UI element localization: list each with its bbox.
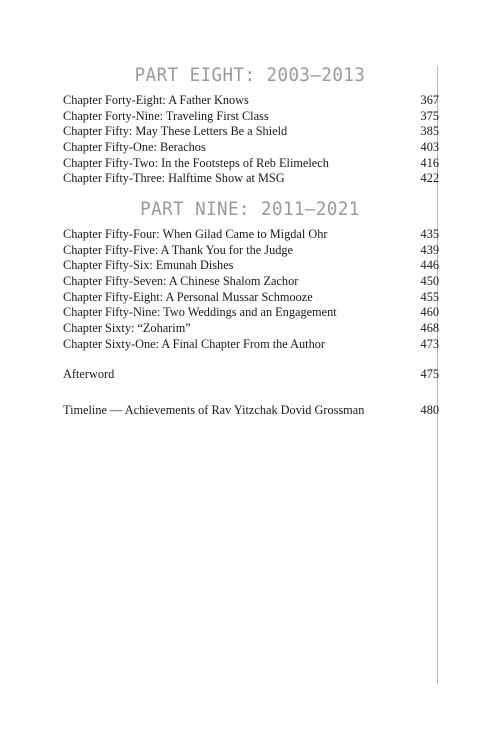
toc-entry[interactable] <box>63 227 439 243</box>
toc-entry-page: 468 <box>420 321 439 336</box>
toc-entry-page: 475 <box>420 367 439 381</box>
toc-entry[interactable] <box>63 124 439 140</box>
toc-entry-afterword[interactable] <box>63 366 439 382</box>
toc-entry-title: Chapter Fifty-Two: In the Footsteps of Reb Elimelech <box>63 155 329 170</box>
toc-entry[interactable] <box>63 337 439 353</box>
toc-entry-title: Chapter Fifty-One: Berachos <box>63 140 206 155</box>
toc-entry-page: 385 <box>420 124 439 139</box>
toc-entry-page: 367 <box>420 93 439 107</box>
toc-entry[interactable] <box>63 171 439 187</box>
toc-entry[interactable] <box>63 243 439 259</box>
toc-entry-page: 375 <box>420 108 439 123</box>
toc-entry[interactable] <box>63 156 439 172</box>
toc-entry[interactable] <box>63 274 439 290</box>
part-nine-list <box>63 227 439 353</box>
toc-entry[interactable] <box>63 109 439 125</box>
toc-entry-page: 435 <box>420 227 439 241</box>
toc-entry[interactable] <box>63 290 439 306</box>
toc-entry-title: Chapter Sixty: “Zoharim” <box>63 321 191 336</box>
toc-entry-title: Chapter Fifty-Three: Halftime Show at MSG <box>63 171 285 186</box>
toc-entry-title: Chapter Fifty: May These Letters Be a Shield <box>63 124 288 139</box>
toc-entry-title: Chapter Sixty-One: A Final Chapter From the Author <box>63 336 325 351</box>
toc-entry-title: Chapter Fifty-Nine: Two Weddings and an Engagement <box>63 305 337 320</box>
toc-entry-page: 460 <box>420 305 439 320</box>
toc-entry[interactable] <box>63 93 439 109</box>
part-eight-list <box>63 93 439 187</box>
toc-entry-title: Chapter Forty-Eight: A Father Knows <box>63 93 249 107</box>
toc-entry-page: 422 <box>420 171 439 186</box>
toc-entry-page: 473 <box>420 336 439 351</box>
toc-entry-page: 450 <box>420 274 439 289</box>
toc-entry[interactable] <box>63 305 439 321</box>
toc-entry-page: 439 <box>420 242 439 257</box>
toc-entry[interactable] <box>63 258 439 274</box>
toc-entry-title: Chapter Fifty-Eight: A Personal Mussar Schmooze <box>63 289 313 304</box>
toc-entry-title: Timeline — Achievements of Rav Yitzchak Dovid Grossman <box>63 403 365 417</box>
toc-entry-timeline[interactable] <box>63 402 439 418</box>
toc-entry-page: 403 <box>420 140 439 155</box>
toc-entry-title: Afterword <box>63 367 115 381</box>
toc-entry-title: Chapter Fifty-Four: When Gilad Came to Migdal Ohr <box>63 227 328 241</box>
toc-entry-page: 416 <box>420 155 439 170</box>
toc-entry-page: 480 <box>420 403 439 417</box>
toc-entry-page: 455 <box>420 289 439 304</box>
part-eight-heading: PART EIGHT: 2003–2013 <box>134 64 366 86</box>
part-nine-heading: PART NINE: 2011–2021 <box>140 198 360 220</box>
toc-entry[interactable] <box>63 321 439 337</box>
toc-entry[interactable] <box>63 140 439 156</box>
toc-entry-page: 446 <box>420 258 439 273</box>
toc-entry-title: Chapter Fifty-Seven: A Chinese Shalom Zachor <box>63 274 299 289</box>
toc-entry-title: Chapter Forty-Nine: Traveling First Class <box>63 108 269 123</box>
toc-entry-title: Chapter Fifty-Six: Emunah Dishes <box>63 258 234 273</box>
toc-entry-title: Chapter Fifty-Five: A Thank You for the Judge <box>63 242 293 257</box>
